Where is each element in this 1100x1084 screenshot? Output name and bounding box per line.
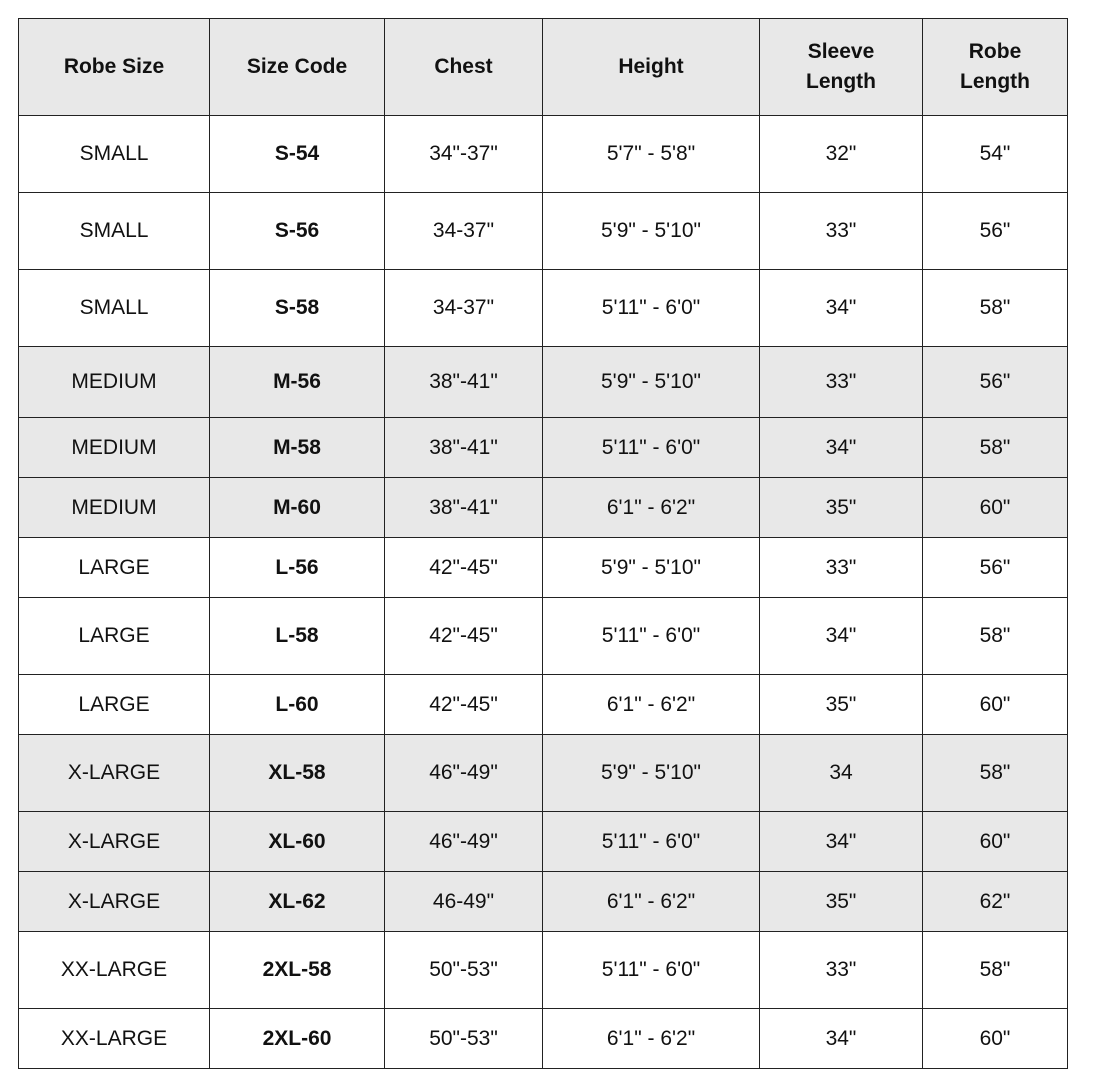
cell-robe-size: XX-LARGE	[19, 1009, 210, 1069]
cell-sleeve-length: 34"	[760, 598, 923, 675]
cell-robe-size: SMALL	[19, 116, 210, 193]
cell-height: 6'1" - 6'2"	[543, 478, 760, 538]
table-row	[19, 538, 1068, 598]
cell-sleeve-length: 34"	[760, 812, 923, 872]
cell-robe-length: 58"	[923, 270, 1068, 347]
cell-size-code: M-58	[210, 418, 385, 478]
cell-robe-length: 58"	[923, 598, 1068, 675]
cell-size-code: XL-58	[210, 735, 385, 812]
cell-sleeve-length: 35"	[760, 675, 923, 735]
table-row	[19, 478, 1068, 538]
cell-robe-size: LARGE	[19, 675, 210, 735]
cell-robe-length: 58"	[923, 418, 1068, 478]
table-row	[19, 675, 1068, 735]
table-row	[19, 347, 1068, 418]
cell-size-code: 2XL-60	[210, 1009, 385, 1069]
cell-chest: 46-49"	[385, 872, 543, 932]
cell-height: 5'9" - 5'10"	[543, 347, 760, 418]
cell-robe-length: 60"	[923, 478, 1068, 538]
header-chest	[385, 19, 543, 116]
cell-height: 5'11" - 6'0"	[543, 812, 760, 872]
cell-chest: 50"-53"	[385, 1009, 543, 1069]
cell-sleeve-length: 33"	[760, 193, 923, 270]
cell-height: 6'1" - 6'2"	[543, 1009, 760, 1069]
cell-size-code: XL-60	[210, 812, 385, 872]
cell-sleeve-length: 32"	[760, 116, 923, 193]
cell-robe-length: 56"	[923, 193, 1068, 270]
cell-robe-size: MEDIUM	[19, 418, 210, 478]
cell-robe-size: SMALL	[19, 270, 210, 347]
cell-size-code: L-60	[210, 675, 385, 735]
cell-height: 5'9" - 5'10"	[543, 193, 760, 270]
cell-height: 5'7" - 5'8"	[543, 116, 760, 193]
cell-sleeve-length: 35"	[760, 872, 923, 932]
table-row	[19, 116, 1068, 193]
cell-chest: 34-37"	[385, 270, 543, 347]
cell-robe-length: 60"	[923, 812, 1068, 872]
table-row	[19, 1009, 1068, 1069]
table-row	[19, 872, 1068, 932]
header-size-code	[210, 19, 385, 116]
cell-height: 5'11" - 6'0"	[543, 598, 760, 675]
header-robe-size	[19, 19, 210, 116]
cell-height: 6'1" - 6'2"	[543, 675, 760, 735]
cell-sleeve-length: 34"	[760, 418, 923, 478]
cell-height: 5'9" - 5'10"	[543, 538, 760, 598]
cell-robe-size: LARGE	[19, 538, 210, 598]
cell-chest: 46"-49"	[385, 812, 543, 872]
cell-size-code: L-58	[210, 598, 385, 675]
cell-chest: 46"-49"	[385, 735, 543, 812]
header-height-label: Height	[618, 55, 684, 78]
cell-robe-size: SMALL	[19, 193, 210, 270]
cell-sleeve-length: 34"	[760, 1009, 923, 1069]
cell-size-code: M-60	[210, 478, 385, 538]
cell-size-code: M-56	[210, 347, 385, 418]
cell-robe-size: MEDIUM	[19, 478, 210, 538]
cell-robe-length: 58"	[923, 932, 1068, 1009]
cell-robe-length: 54"	[923, 116, 1068, 193]
cell-height: 5'9" - 5'10"	[543, 735, 760, 812]
cell-sleeve-length: 34	[760, 735, 923, 812]
cell-size-code: S-58	[210, 270, 385, 347]
cell-chest: 42"-45"	[385, 538, 543, 598]
cell-size-code: S-54	[210, 116, 385, 193]
cell-chest: 38"-41"	[385, 478, 543, 538]
header-chest-label: Chest	[434, 55, 493, 78]
cell-sleeve-length: 34"	[760, 270, 923, 347]
cell-chest: 42"-45"	[385, 598, 543, 675]
cell-sleeve-length: 33"	[760, 538, 923, 598]
cell-robe-length: 56"	[923, 347, 1068, 418]
cell-chest: 38"-41"	[385, 418, 543, 478]
table-row	[19, 193, 1068, 270]
cell-sleeve-length: 35"	[760, 478, 923, 538]
table-row	[19, 932, 1068, 1009]
cell-chest: 34-37"	[385, 193, 543, 270]
header-size-code-label: Size Code	[246, 55, 348, 78]
header-row	[19, 19, 1068, 116]
cell-chest: 42"-45"	[385, 675, 543, 735]
header-robe-length-line1: Robe	[968, 40, 1022, 63]
header-sleeve-length	[760, 19, 923, 116]
header-robe-size-label: Robe Size	[63, 55, 165, 78]
table-row	[19, 812, 1068, 872]
table-row	[19, 735, 1068, 812]
cell-height: 6'1" - 6'2"	[543, 872, 760, 932]
cell-size-code: 2XL-58	[210, 932, 385, 1009]
cell-height: 5'11" - 6'0"	[543, 932, 760, 1009]
cell-sleeve-length: 33"	[760, 932, 923, 1009]
cell-robe-size: LARGE	[19, 598, 210, 675]
cell-robe-length: 60"	[923, 675, 1068, 735]
cell-size-code: XL-62	[210, 872, 385, 932]
cell-robe-length: 60"	[923, 1009, 1068, 1069]
cell-robe-size: MEDIUM	[19, 347, 210, 418]
header-robe-length-line2: Length	[960, 70, 1030, 93]
cell-chest: 38"-41"	[385, 347, 543, 418]
cell-height: 5'11" - 6'0"	[543, 270, 760, 347]
header-sleeve-length-line1: Sleeve	[807, 40, 875, 63]
cell-sleeve-length: 33"	[760, 347, 923, 418]
cell-chest: 50"-53"	[385, 932, 543, 1009]
cell-size-code: S-56	[210, 193, 385, 270]
cell-robe-length: 58"	[923, 735, 1068, 812]
cell-robe-size: X-LARGE	[19, 735, 210, 812]
cell-size-code: L-56	[210, 538, 385, 598]
cell-robe-length: 62"	[923, 872, 1068, 932]
cell-chest: 34"-37"	[385, 116, 543, 193]
cell-robe-size: X-LARGE	[19, 812, 210, 872]
cell-height: 5'11" - 6'0"	[543, 418, 760, 478]
cell-robe-length: 56"	[923, 538, 1068, 598]
cell-robe-size: XX-LARGE	[19, 932, 210, 1009]
cell-robe-size: X-LARGE	[19, 872, 210, 932]
robe-size-chart-table	[18, 18, 1068, 1069]
table-row	[19, 598, 1068, 675]
table-row	[19, 270, 1068, 347]
table-row	[19, 418, 1068, 478]
header-robe-length	[923, 19, 1068, 116]
header-sleeve-length-line2: Length	[806, 70, 876, 93]
header-height	[543, 19, 760, 116]
